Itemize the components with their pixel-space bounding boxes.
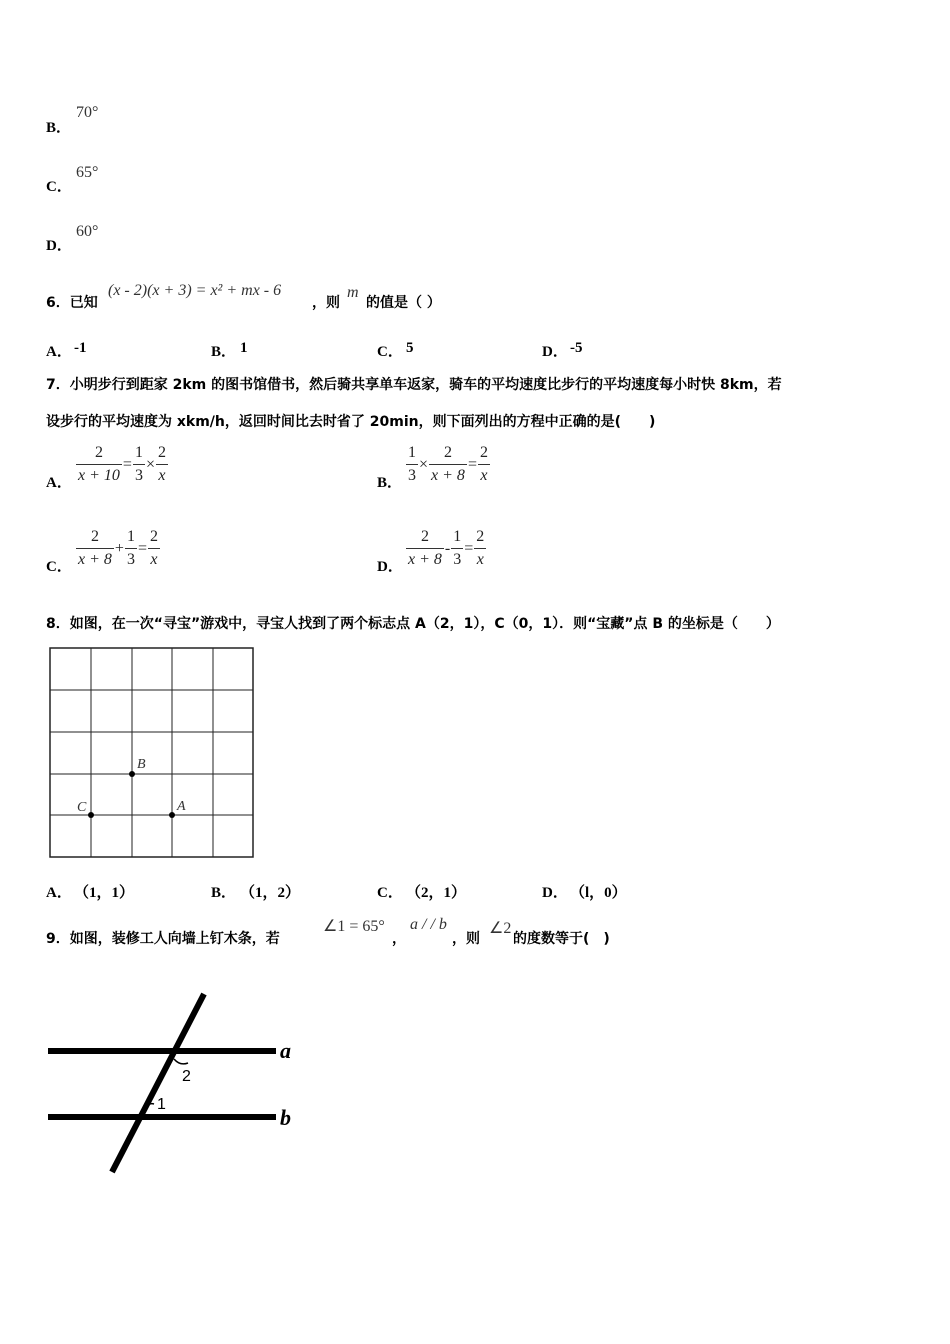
q6-option-a-value: -1 <box>74 340 87 356</box>
q9-prefix: 9．如图，装修工人向墙上钉木条，若 <box>46 931 280 947</box>
q5-option-b-value: 70° <box>76 104 99 121</box>
operator: - <box>444 539 451 557</box>
q5-option-b-label: B． <box>46 120 72 136</box>
point-c-dot <box>88 812 94 818</box>
numerator: 1 <box>133 444 145 465</box>
numerator: 2 <box>76 528 114 549</box>
numerator: 1 <box>451 528 463 549</box>
angle-1-label: 1 <box>157 1096 166 1113</box>
line-a-label: a <box>280 1038 291 1063</box>
q9-mid: ，则 <box>452 931 480 947</box>
operator: = <box>467 455 477 473</box>
denominator: x + 8 <box>78 551 112 568</box>
numerator: 1 <box>125 528 137 549</box>
fraction <box>133 444 145 485</box>
q9-angle1-condition: ∠1 = 65° <box>323 918 385 935</box>
q7-option-b-label: B． <box>377 475 403 491</box>
operator: × <box>145 455 155 473</box>
fraction <box>156 444 168 485</box>
point-a-label: A <box>177 799 186 814</box>
numerator: 1 <box>406 444 418 465</box>
operator: × <box>419 455 429 473</box>
fraction <box>406 444 418 485</box>
q6-option-d-label: D． <box>542 344 568 360</box>
q9-parallel-condition: a / / b <box>410 916 447 933</box>
fraction <box>478 444 490 485</box>
q9-parallel-lines-figure <box>44 988 314 1178</box>
q6-option-b-label: B． <box>211 344 237 360</box>
q7-option-a-formula <box>76 444 168 485</box>
numerator: 2 <box>478 444 490 465</box>
q5-option-c-label: C． <box>46 179 72 195</box>
denominator: x <box>480 467 488 484</box>
q6-option-b-value: 1 <box>240 340 248 356</box>
numerator: 2 <box>474 528 486 549</box>
q8-option-c-label: C． <box>377 885 403 901</box>
angle-2-label: 2 <box>182 1068 191 1085</box>
fraction <box>76 444 122 485</box>
denominator: x + 8 <box>408 551 442 568</box>
point-a-dot <box>169 812 175 818</box>
q6-equation: (x - 2)(x + 3) = x² + mx - 6 <box>108 282 282 299</box>
grid-lines <box>50 648 253 857</box>
q7-option-d-label: D． <box>377 559 403 575</box>
numerator: 2 <box>76 444 122 465</box>
q8-grid-figure <box>48 646 256 860</box>
operator: = <box>122 455 132 473</box>
fraction <box>148 528 160 569</box>
q9-separator: ， <box>392 931 406 947</box>
operator: = <box>464 539 474 557</box>
angle-2-arc <box>174 1059 188 1064</box>
q8-text: 8．如图，在一次“寻宝”游戏中，寻宝人找到了两个标志点 A（2，1），C（0，1）．则“宝藏”点 B 的坐标是（ ） <box>46 616 780 632</box>
denominator: x + 8 <box>431 467 465 484</box>
q8-option-a-label: A． <box>46 885 72 901</box>
q8-option-c-value: （2，1） <box>406 885 467 901</box>
denominator: 3 <box>453 551 462 568</box>
fraction <box>451 528 463 569</box>
q7-option-c-label: C． <box>46 559 72 575</box>
numerator: 2 <box>148 528 160 549</box>
denominator: x <box>158 467 166 484</box>
numerator: 2 <box>156 444 168 465</box>
q8-option-a-value: （1，1） <box>74 885 135 901</box>
q8-option-d-value: （l，0） <box>570 885 627 901</box>
fraction <box>474 528 486 569</box>
operator: = <box>137 539 147 557</box>
operator: + <box>114 539 124 557</box>
q7-text-line2: 设步行的平均速度为 xkm/h，返回时间比去时省了 20min，则下面列出的方程中正确的是( ) <box>46 414 656 430</box>
q6-option-c-label: C． <box>377 344 403 360</box>
fraction <box>76 528 114 569</box>
q9-target-angle: ∠2 <box>489 920 512 937</box>
q6-suffix: 的值是（ ） <box>366 295 441 311</box>
point-c-label: C <box>77 800 87 815</box>
numerator: 2 <box>429 444 467 465</box>
q6-variable: m <box>347 284 359 301</box>
numerator: 2 <box>406 528 444 549</box>
denominator: x + 10 <box>78 467 120 484</box>
q5-option-c-value: 65° <box>76 164 99 181</box>
q5-option-d-value: 60° <box>76 223 99 240</box>
q9-suffix: 的度数等于( ) <box>513 931 610 947</box>
denominator: 3 <box>134 467 143 484</box>
q5-option-d-label: D． <box>46 238 72 254</box>
q8-option-d-label: D． <box>542 885 568 901</box>
q7-option-b-formula <box>406 444 490 485</box>
q7-text-line1: 7．小明步行到距家 2km 的图书馆借书，然后骑共享单车返家，骑车的平均速度比步行的平均速度每小时快 8km，若 <box>46 377 782 393</box>
q6-option-c-value: 5 <box>406 340 414 356</box>
point-b-label: B <box>137 757 146 772</box>
q8-option-b-label: B． <box>211 885 237 901</box>
q6-option-d-value: -5 <box>570 340 583 356</box>
denominator: 3 <box>408 467 416 484</box>
line-b-label: b <box>280 1105 291 1130</box>
q6-prefix: 6．已知 <box>46 295 98 311</box>
denominator: x <box>150 551 158 568</box>
fraction <box>406 528 444 569</box>
q7-option-a-label: A． <box>46 475 72 491</box>
q6-mid: ，则 <box>312 295 340 311</box>
q7-option-d-formula <box>406 528 486 569</box>
q6-option-a-label: A． <box>46 344 72 360</box>
q7-option-c-formula <box>76 528 160 569</box>
denominator: x <box>476 551 484 568</box>
denominator: 3 <box>126 551 135 568</box>
point-b-dot <box>129 771 135 777</box>
q8-option-b-value: （1，2） <box>240 885 301 901</box>
fraction <box>429 444 467 485</box>
fraction <box>125 528 137 569</box>
